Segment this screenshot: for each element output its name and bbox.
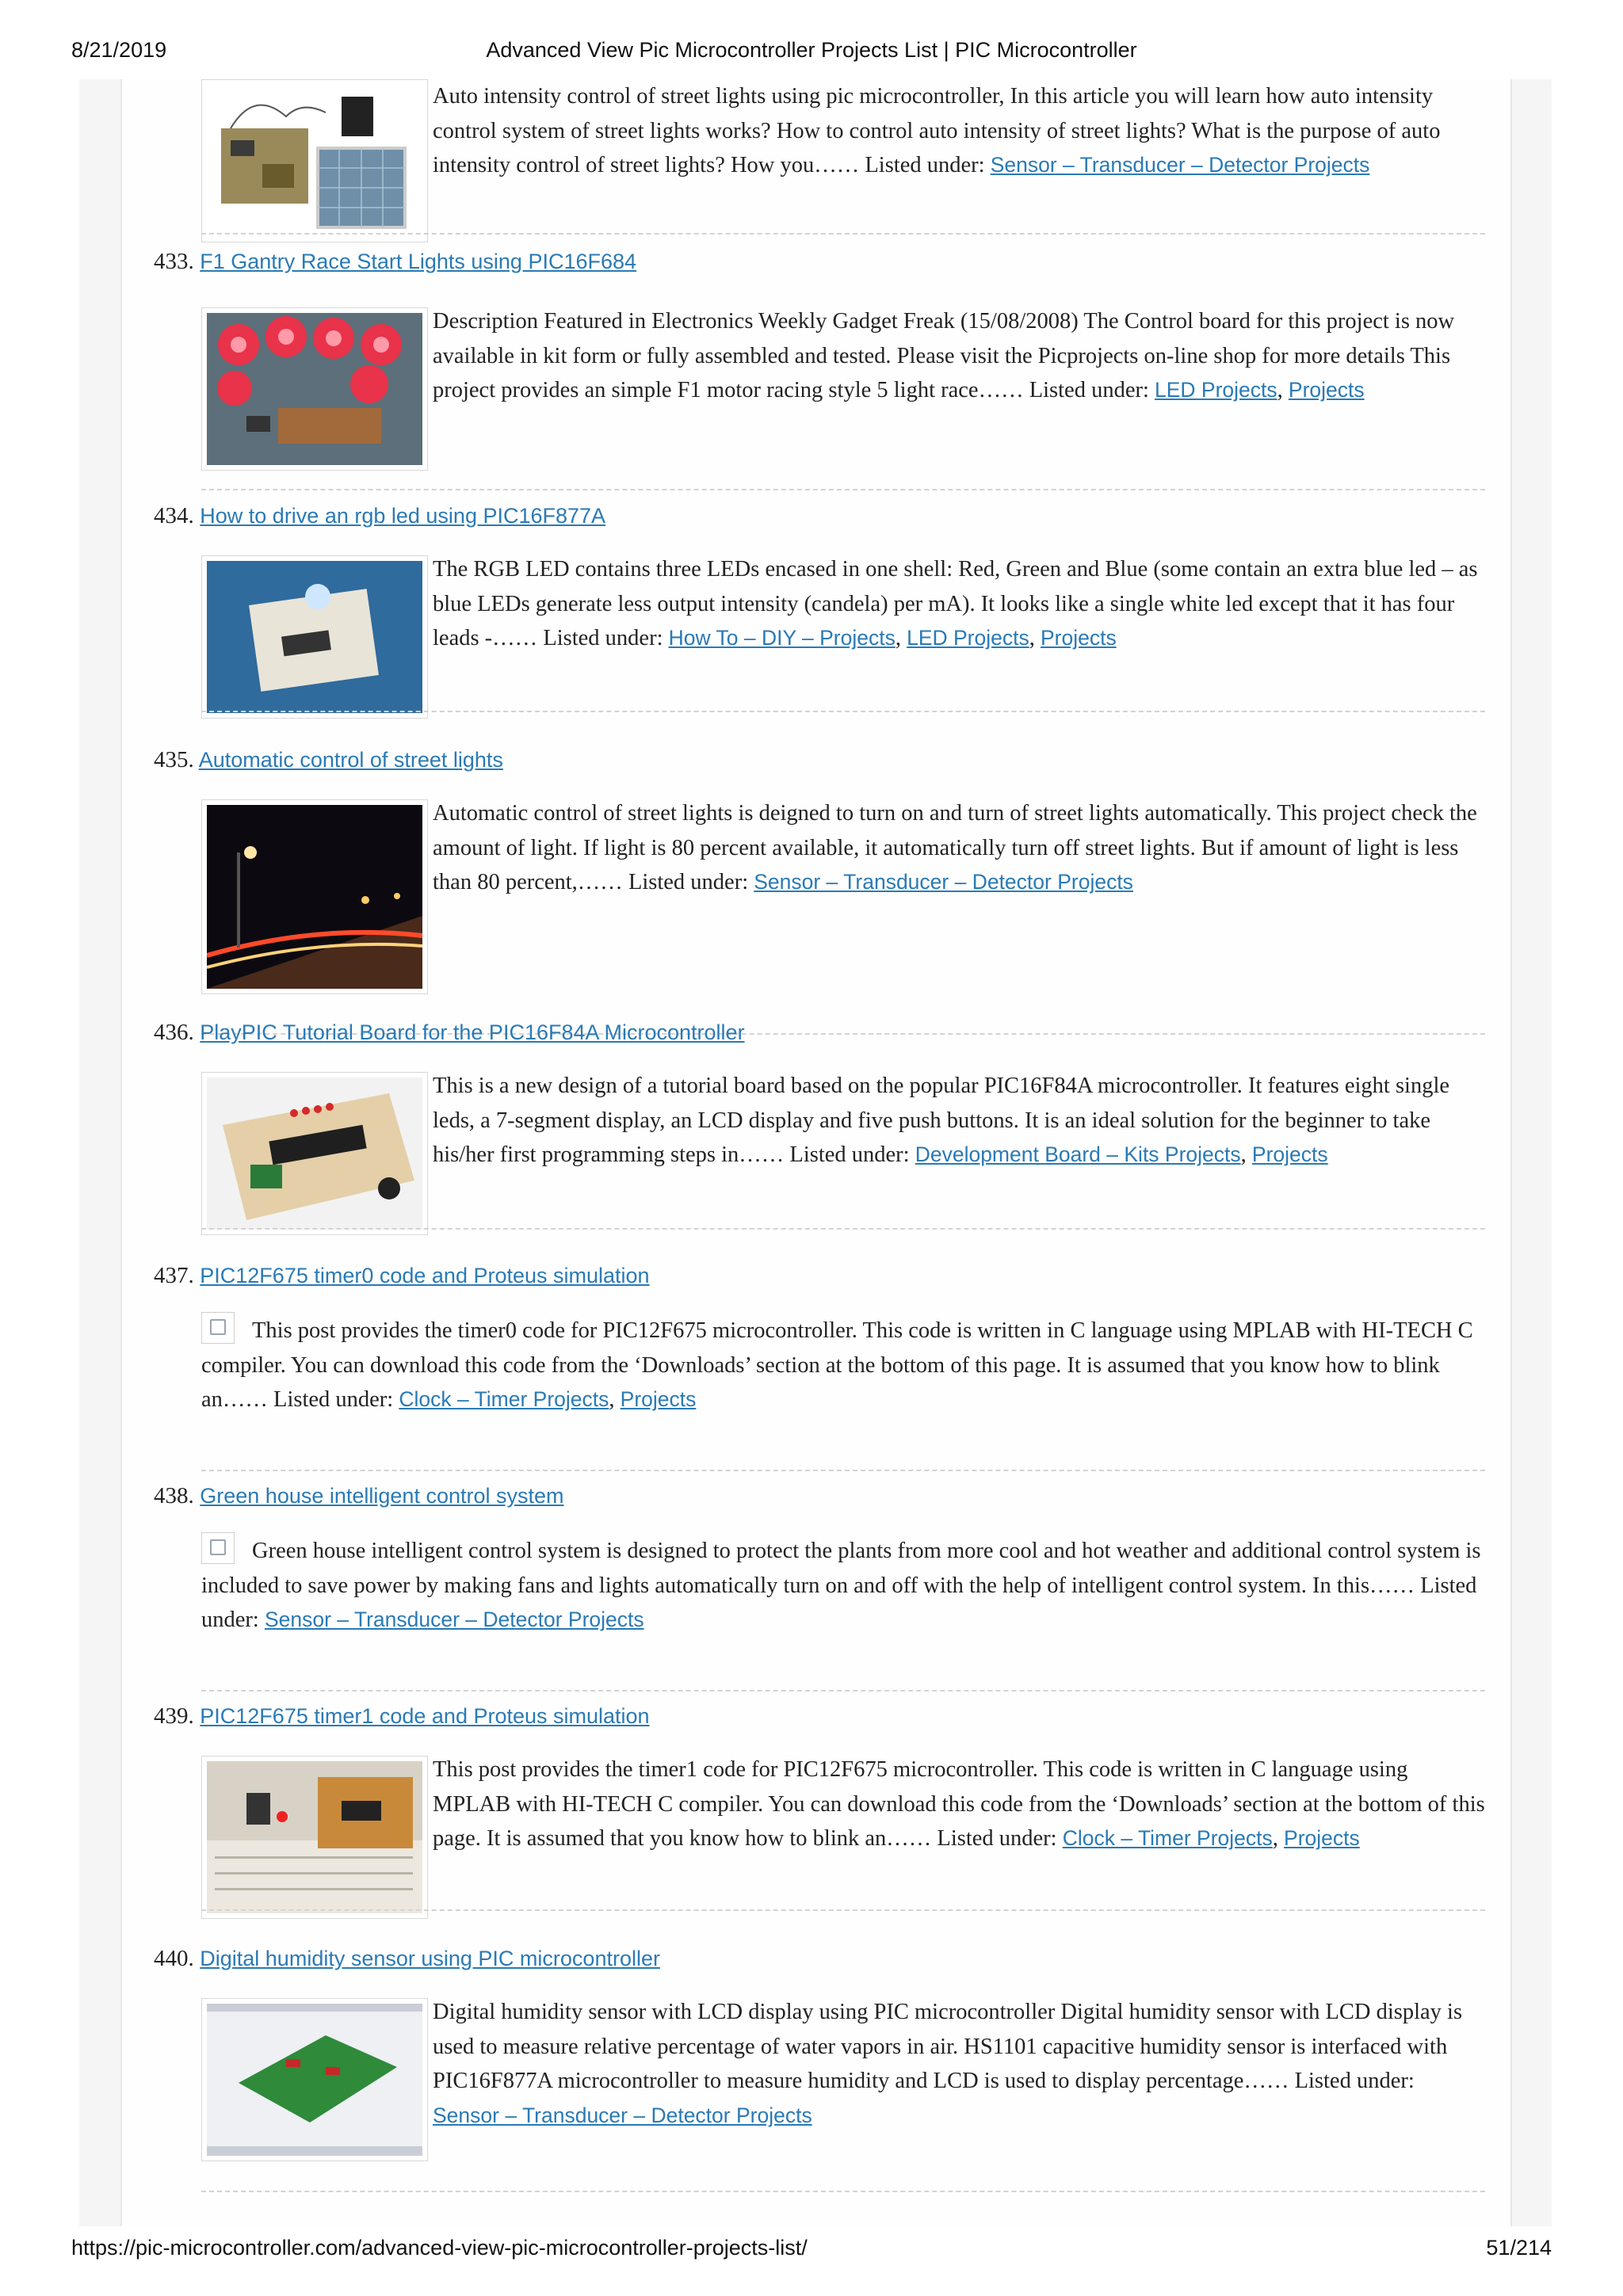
project-thumbnail[interactable] <box>201 555 428 719</box>
broken-image-icon[interactable] <box>201 1532 235 1564</box>
entry-divider <box>201 711 1485 712</box>
project-title-link[interactable]: PlayPIC Tutorial Board for the PIC16F84A Microcontroller <box>200 1020 745 1044</box>
category-link[interactable]: Clock – Timer Projects <box>1062 1826 1273 1850</box>
entry-divider <box>201 1909 1485 1911</box>
project-description: This post provides the timer0 code for PIC12F675 microcontroller. This code is written in C language using MPLAB with HI-TECH C compiler. You can download this code from the ‘Downloads’ section at the bottom of this page. It is assumed that you know how to blink an…… Listed under: Clock – Timer Projects, Projects <box>201 1312 1485 1417</box>
project-description: The RGB LED contains three LEDs encased in one shell: Red, Green and Blue (some contain an extra blue led – as blue LEDs generate less output intensity (candela) per mA). It looks like a single white led except that it has four leads -…… Listed under: How To – DIY – Projects, LED Projects, Projects <box>433 557 1478 650</box>
content-column <box>120 79 1512 2226</box>
category-link[interactable]: Sensor – Transducer – Detector Projects <box>433 2103 812 2127</box>
project-title-link[interactable]: F1 Gantry Race Start Lights using PIC16F684 <box>200 250 637 273</box>
category-link[interactable]: Clock – Timer Projects <box>399 1387 609 1411</box>
category-link[interactable]: How To – DIY – Projects <box>668 626 896 650</box>
project-description: This is a new design of a tutorial board based on the popular PIC16F84A microcontroller. It features eight single leds, a 7-segment display, an LCD display and five push buttons. It is an ideal solution for the beginner to take his/her first programming steps in…… Listed under: Development Board – Kits Projects, Projects <box>433 1074 1450 1167</box>
project-description: Digital humidity sensor with LCD display using PIC microcontroller Digital humidity sensor with LCD display is used to measure relative percentage of water vapors in air. HS1101 capacitive humidity sensor is interfaced with PIC16F877A microcontroller to measure humidity and LCD is used to display percentage…… Listed under: Sensor – Transducer – Detector Projects <box>433 2000 1463 2127</box>
entry-title: 437. PIC12F675 timer0 code and Proteus simulation <box>154 1263 650 1288</box>
project-description: Green house intelligent control system is designed to protect the plants from more cool and hot weather and additional control system is included to save power by making fans and lights automatically turn on and off with the help of intelligent control system. In this…… Listed under: Sensor – Transducer – Detector Projects <box>201 1532 1485 1638</box>
project-description: Automatic control of street lights is deigned to turn on and turn of street lights automatically. This project check the amount of light. If light is 80 percent available, it automatically turn off street lights. But if amount of light is less than 80 percent,…… Listed under: Sensor – Transducer – Detector Projects <box>433 801 1477 894</box>
project-title-link[interactable]: PIC12F675 timer0 code and Proteus simulation <box>200 1264 650 1287</box>
project-title-link[interactable]: Automatic control of street lights <box>198 748 503 772</box>
entry-divider <box>201 1690 1485 1691</box>
entry-title: 434. How to drive an rgb led using PIC16F877A <box>154 503 606 528</box>
category-link[interactable]: Projects <box>1040 626 1117 650</box>
print-header <box>71 38 1552 70</box>
entry-title: 433. F1 Gantry Race Start Lights using PIC16F684 <box>154 249 637 274</box>
category-link[interactable]: Sensor – Transducer – Detector Projects <box>990 153 1370 177</box>
category-link[interactable]: Sensor – Transducer – Detector Projects <box>754 870 1133 894</box>
entry-divider <box>201 233 1485 235</box>
category-link[interactable]: Projects <box>620 1387 697 1411</box>
print-date: 8/21/2019 <box>71 38 167 62</box>
project-thumbnail[interactable] <box>201 79 428 242</box>
project-title-link[interactable]: How to drive an rgb led using PIC16F877A <box>200 504 606 528</box>
project-description: Auto intensity control of street lights using pic microcontroller, In this article you will learn how auto intensity control system of street lights works? How to control auto intensity of street lights? What is the purpose of auto intensity control of street lights? How you…… Listed under: Sensor – Transducer – Detector Projects <box>433 84 1441 177</box>
print-footer <box>71 2236 1552 2267</box>
page-number: 51/214 <box>1486 2236 1552 2260</box>
entry-title: 440. Digital humidity sensor using PIC microcontroller <box>154 1946 660 1971</box>
category-link[interactable]: Sensor – Transducer – Detector Projects <box>264 1608 644 1631</box>
category-link[interactable]: Projects <box>1284 1826 1360 1850</box>
entry-divider <box>201 489 1485 490</box>
race-lights-image <box>207 313 422 465</box>
playpic-board-image <box>207 1077 422 1230</box>
project-description: Description Featured in Electronics Weekly Gadget Freak (15/08/2008) The Control board for this project is now available in kit form or fully assembled and tested. Please visit the Picprojects on-line shop for more details This project provides an simple F1 motor racing style 5 light race…… Listed under: LED Projects, Projects <box>433 309 1455 402</box>
entry-divider <box>201 2191 1485 2192</box>
entry-divider <box>201 1228 1485 1230</box>
category-link[interactable]: Projects <box>1288 378 1365 402</box>
print-url: https://pic-microcontroller.com/advanced-view-pic-microcontroller-projects-list/ <box>71 2236 808 2260</box>
category-link[interactable]: Projects <box>1251 1142 1328 1166</box>
entry-title: 435. Automatic control of street lights <box>154 747 503 772</box>
category-link[interactable]: LED Projects <box>907 626 1029 650</box>
project-thumbnail[interactable] <box>201 1998 428 2161</box>
entry-title: 436. PlayPIC Tutorial Board for the PIC16F84A Microcontroller <box>154 1020 745 1045</box>
entry-divider <box>201 1470 1485 1471</box>
project-title-link[interactable]: Digital humidity sensor using PIC microcontroller <box>200 1947 660 1970</box>
print-title: Advanced View Pic Microcontroller Projects List | PIC Microcontroller <box>486 38 1137 62</box>
project-thumbnail[interactable] <box>201 307 428 471</box>
entry-title: 439. PIC12F675 timer1 code and Proteus simulation <box>154 1703 650 1729</box>
project-thumbnail[interactable] <box>201 1756 428 1919</box>
rgb-led-board-image <box>207 561 422 713</box>
project-title-link[interactable]: PIC12F675 timer1 code and Proteus simulation <box>200 1704 650 1728</box>
project-description: This post provides the timer1 code for PIC12F675 microcontroller. This code is written in C language using MPLAB with HI-TECH C compiler. You can download this code from the ‘Downloads’ section at the bottom of this page. It is assumed that you know how to blink an…… Listed under: Clock – Timer Projects, Projects <box>433 1757 1485 1851</box>
project-title-link[interactable]: Green house intelligent control system <box>200 1484 564 1508</box>
street-lights-night-image <box>207 805 422 989</box>
street-light-kit-image <box>207 85 422 237</box>
project-thumbnail[interactable] <box>201 799 428 994</box>
broken-image-icon[interactable] <box>201 1312 235 1344</box>
category-link[interactable]: Development Board – Kits Projects <box>915 1142 1241 1166</box>
timer1-breadboard-image <box>207 1761 422 1913</box>
entry-title: 438. Green house intelligent control system <box>154 1483 564 1508</box>
category-link[interactable]: LED Projects <box>1155 378 1277 402</box>
project-thumbnail[interactable] <box>201 1072 428 1235</box>
humidity-sensor-simulation-image <box>207 2004 422 2156</box>
